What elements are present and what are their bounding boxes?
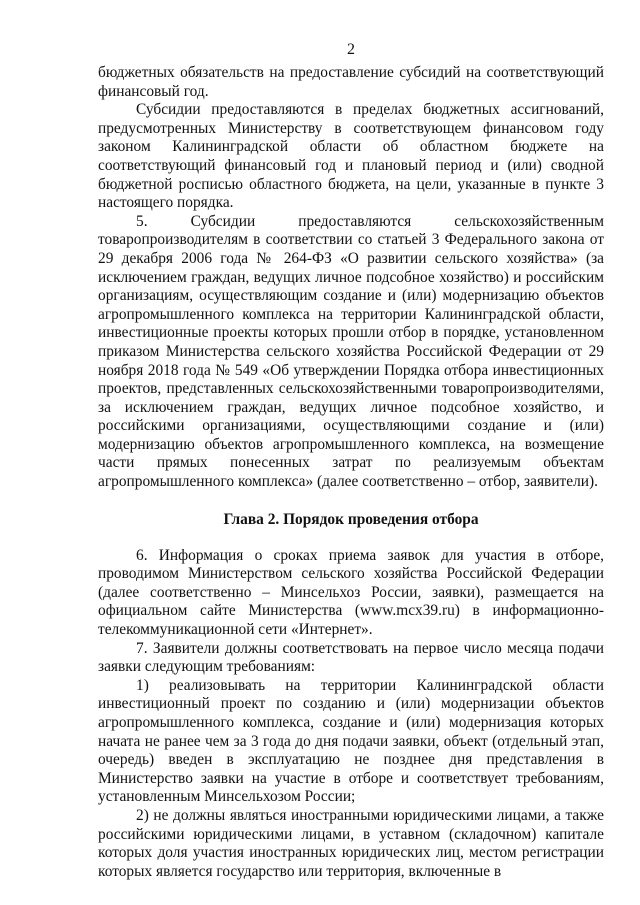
paragraph-budget-obligations: бюджетных обязательств на предоставление субсидий на соответствующий финансовый год. bbox=[98, 64, 604, 100]
paragraph-subsidy-limits: Субсидии предоставляются в пределах бюджетных ассигнований, предусмотренных Министерству в соответствующем финансовом году законом Калининградской области об областном бюджете на соответствующий финансовый год и плановый период и (или) сводной бюджетной росписью областного бюджета, на цели, указанные в пункте 3 настоящего порядка. bbox=[98, 101, 604, 212]
section-after bbox=[98, 547, 604, 882]
paragraph-requirement-1: 1) реализовывать на территории Калининградской области инвестиционный проект по созданию и (или) модернизации объектов агропромышленного комплекса, создание и (или) модернизация которых начата не ранее чем за 3 года до дня подачи заявки, объект (отдельный этап, очередь) введен в эксплуатацию не позднее дня представления в Министерство заявки на участие в отборе и соответствует требованиям, установленным Минсельхозом России; bbox=[98, 676, 604, 806]
paragraph-item-7: 7. Заявители должны соответствовать на первое число месяца подачи заявки следующим требованиям: bbox=[98, 639, 604, 676]
chapter-heading: Глава 2. Порядок проведения отбора bbox=[223, 510, 479, 528]
paragraph-item-5: 5. Субсидии предоставляются сельскохозяйственным товаропроизводителям в соответствии со статьей 3 Федерального закона от 29 декабря 2006 года № 264-ФЗ «О развитии сельского хозяйства» (за исключением граждан, ведущих личное подсобное хозяйство) и российским организациям, осуществляющим создание и (или) модернизацию объектов агропромышленного комплекса на территории Калининградской области, инвестиционные проекты которых прошли отбор в порядке, установленном приказом Министерства сельского хозяйства Российской Федерации от 29 ноября 2018 года № 549 «Об утверждении Порядка отбора инвестиционных проектов, представленных сельскохозяйственными товаропроизводителями, за исключением граждан, ведущих личное подсобное хозяйство, и российскими организациями, осуществляющими создание и (или) модернизацию объектов агропромышленного комплекса, на возмещение части прямых понесенных затрат по реализуемым объектам агропромышленного комплекса» (далее соответственно – отбор, заявители). bbox=[98, 212, 604, 491]
section-before bbox=[98, 64, 604, 492]
paragraph-item-6: 6. Информация о сроках приема заявок для участия в отборе, проводимом Министерством сельского хозяйства Российской Федерации (далее соответственно – Минсельхоз России, заявки), размещается на официальном сайте Министерства (www.mcx39.ru) в информационно-телекоммуникационной сети «Интернет». bbox=[98, 546, 604, 639]
page-number: 2 bbox=[347, 41, 355, 58]
paragraph-requirement-2: 2) не должны являться иностранными юридическими лицами, а также российскими юридическими лицами, в уставном (складочном) капитале которых доля участия иностранных юридических лиц, местом регистрации которых является государство или территория, включенные в bbox=[98, 806, 604, 880]
